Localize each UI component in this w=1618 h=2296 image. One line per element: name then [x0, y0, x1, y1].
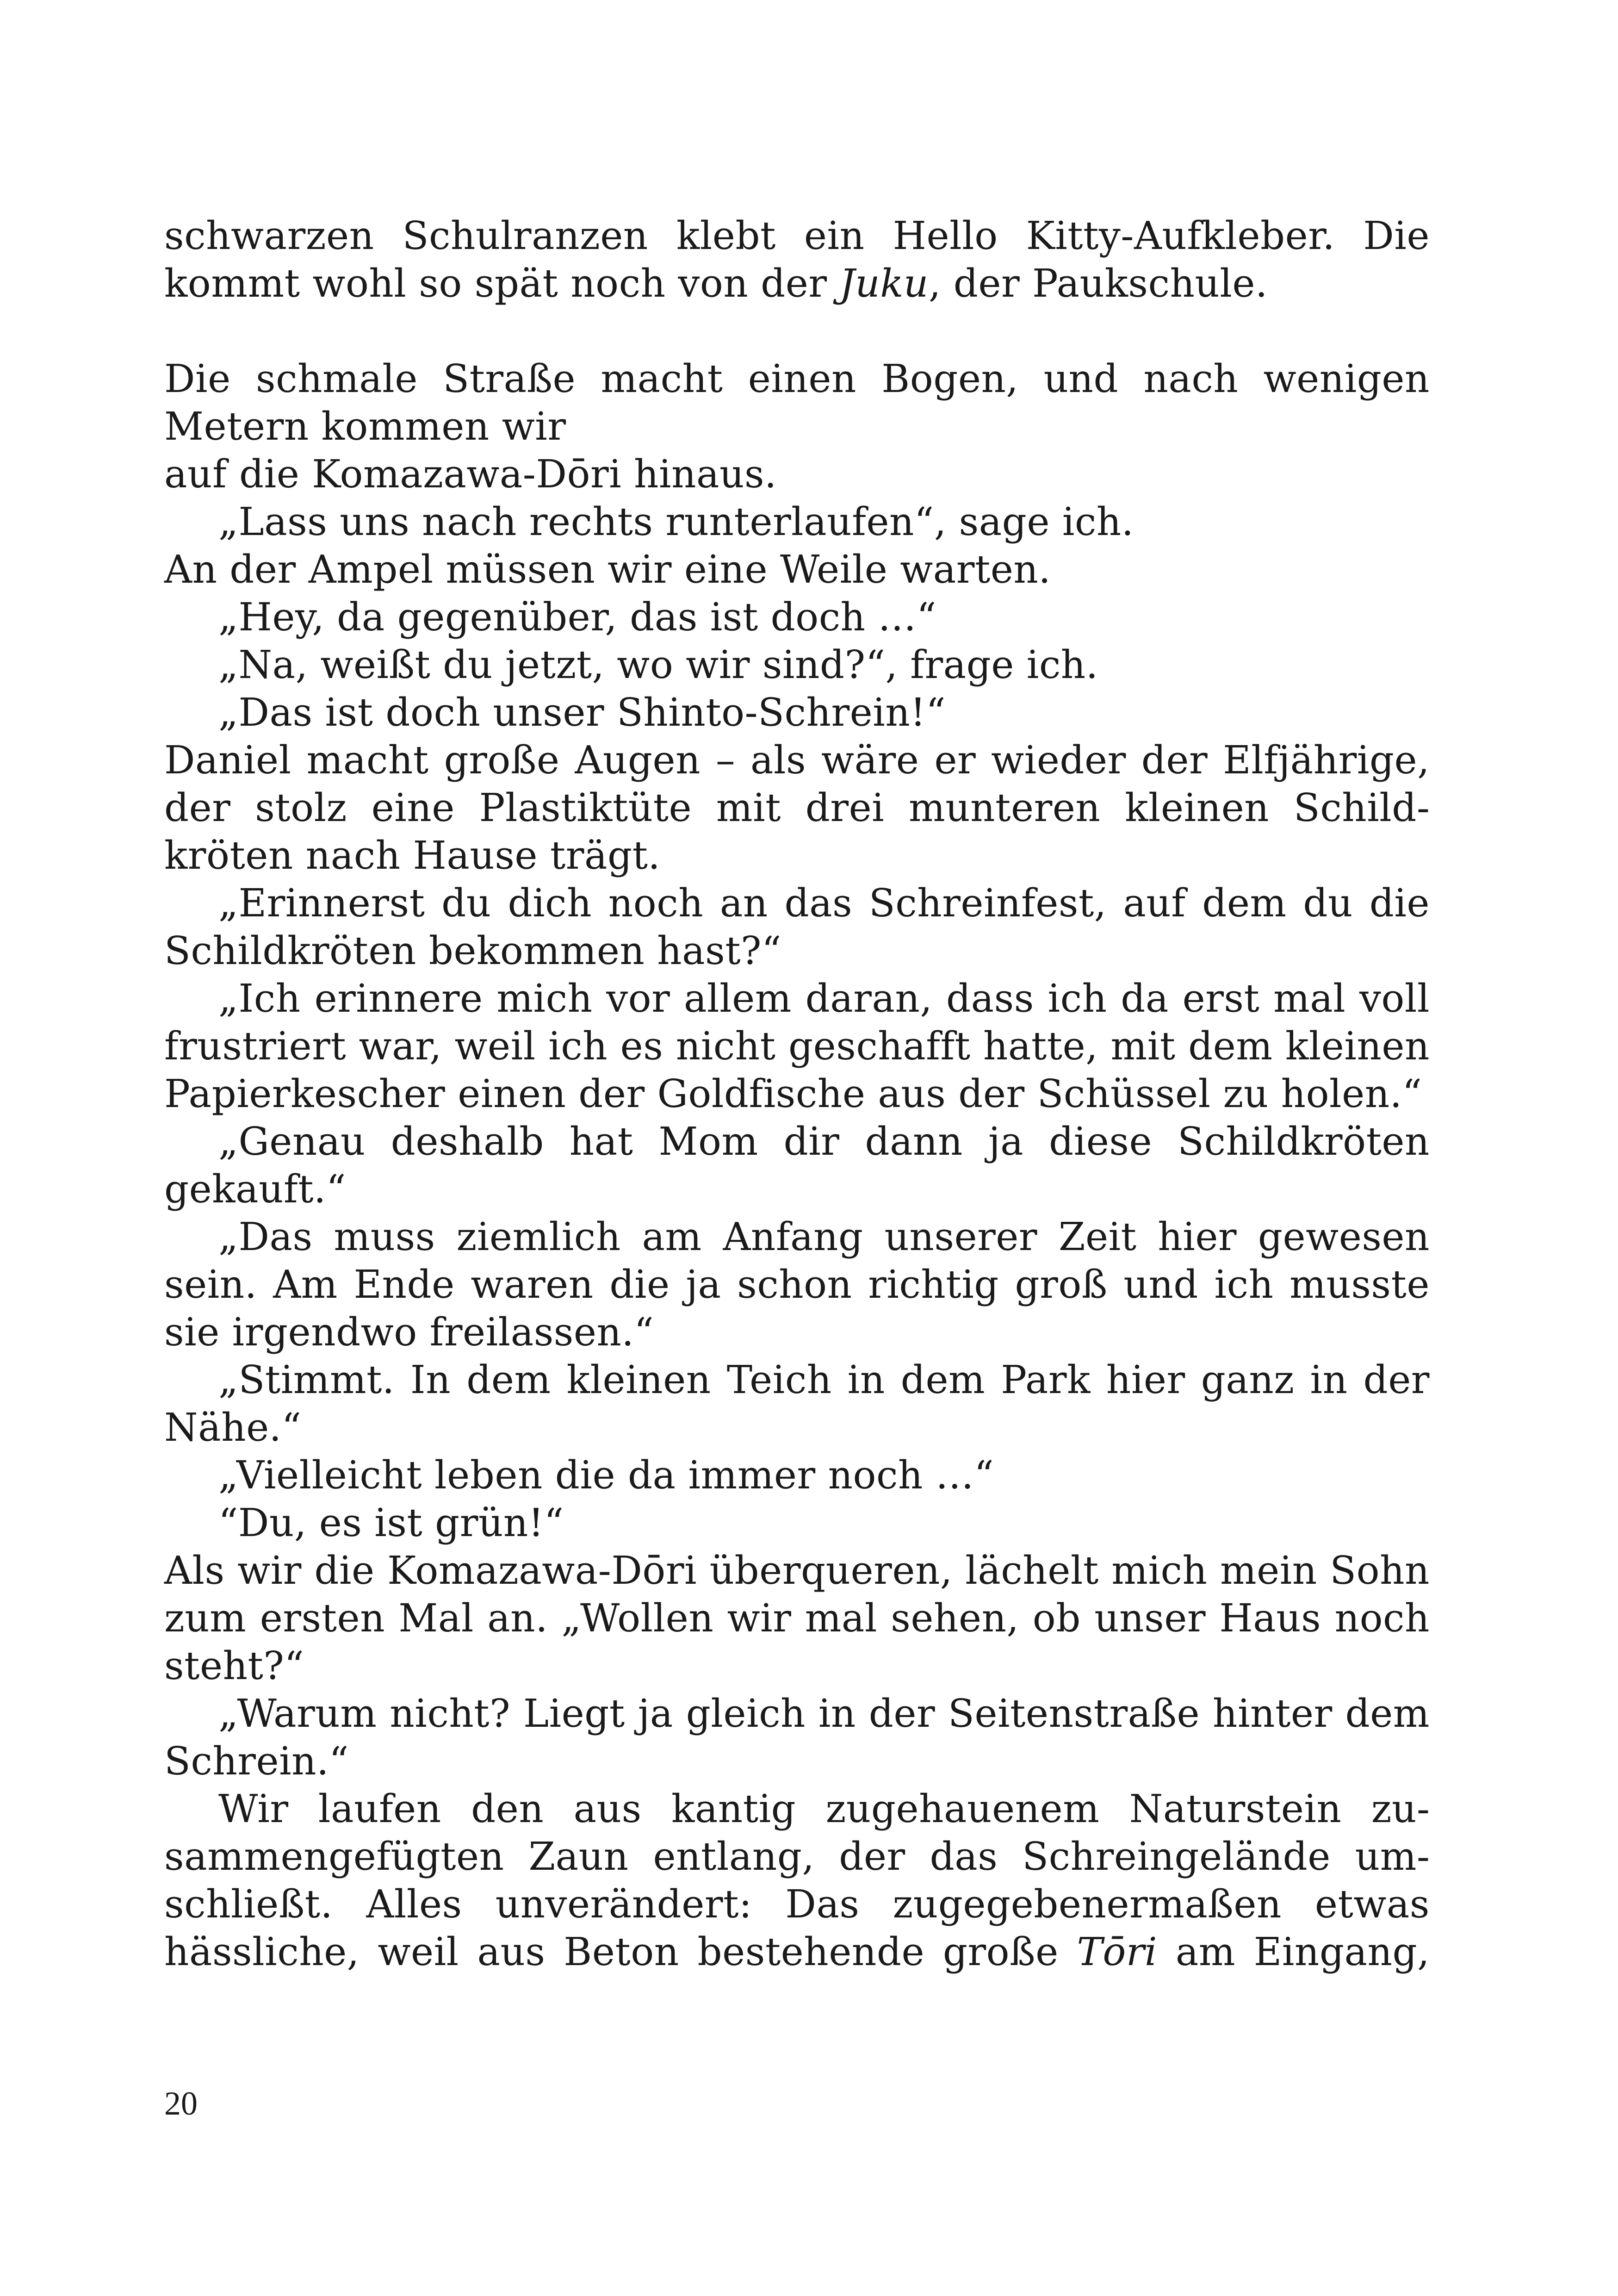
paragraph: Die schmale Straße macht einen Bogen, und nach wenigen Metern kommen wir [164, 356, 1430, 449]
paragraph: Als wir die Komazawa-Dōri überqueren, lächelt mich mein Sohn zum ersten Mal an. „Wollen wir mal sehen, ob unser Haus noch steht?“ [164, 1548, 1430, 1688]
dialogue-paragraph: „Das ist doch unser Shinto-Schrein!“ [218, 690, 946, 735]
dialogue-paragraph: „Warum nicht? Liegt ja gleich in der Seitenstraße hinter dem Schrein.“ [164, 1691, 1430, 1784]
dialogue-paragraph: „Stimmt. In dem kleinen Teich in dem Park hier ganz in der Nähe.“ [164, 1357, 1430, 1450]
text-run: Wir laufen den aus kantig zugehauenem Naturstein zusammengefügten Zaun entlang, der das Schreingelände umschließt. Alles unverändert: Das zugegebenermaßen etwas hässliche, weil aus Beton bestehende große [164, 1786, 1430, 1974]
dialogue-paragraph: “Du, es ist grün!“ [218, 1500, 564, 1545]
paragraph: An der Ampel müssen wir eine Weile warten. [164, 547, 1051, 592]
body-text [164, 212, 1430, 1976]
paragraph: Daniel macht große Augen – als wäre er wieder der Elfjährige, der stolz eine Plastiktüte mit drei munteren kleinen Schildkröten nach Hause trägt. [164, 738, 1430, 878]
dialogue-paragraph: „Lass uns nach rechts runterlaufen“, sage ich. [218, 499, 1134, 544]
paragraph [164, 212, 1430, 307]
dialogue-paragraph: „Ich erinnere mich vor allem daran, dass ich da erst mal voll frustriert war, weil ich es nicht geschafft hatte, mit dem kleinen Papierkescher einen der Goldfische aus der Schüssel zu holen.“ [164, 976, 1430, 1116]
dialogue-paragraph: „Erinnerst du dich noch an das Schreinfest, auf dem du die Schildkröten bekommen hast?“ [164, 881, 1430, 973]
page-number: 20 [164, 2085, 198, 2122]
italic-term: Tōri [1077, 1929, 1158, 1974]
dialogue-paragraph: „Hey, da gegenüber, das ist doch …“ [218, 595, 936, 640]
text-run: am Eingang, [1157, 1929, 1430, 1974]
paragraph: auf die Komazawa-Dōri hinaus. [164, 452, 777, 497]
dialogue-paragraph: „Vielleicht leben die da immer noch …“ [218, 1453, 994, 1498]
dialogue-paragraph: „Das muss ziemlich am Anfang unserer Zeit hier gewesen sein. Am Ende waren die ja schon richtig groß und ich musste sie irgendwo freilassen.“ [164, 1214, 1430, 1355]
dialogue-paragraph: „Na, weißt du jetzt, wo wir sind?“, frage ich. [218, 642, 1098, 687]
text-run: schwarzen Schulranzen klebt ein Hello Kitty-Aufkleber. Die kommt wohl so spät noch von der [164, 213, 1430, 306]
dialogue-paragraph: „Genau deshalb hat Mom dir dann ja diese Schildkröten gekauft.“ [164, 1119, 1430, 1212]
paragraph [164, 1785, 1430, 1976]
text-run: , der Paukschule. [928, 261, 1268, 306]
paragraph-gap [164, 307, 1430, 355]
italic-term: Juku [839, 261, 929, 306]
